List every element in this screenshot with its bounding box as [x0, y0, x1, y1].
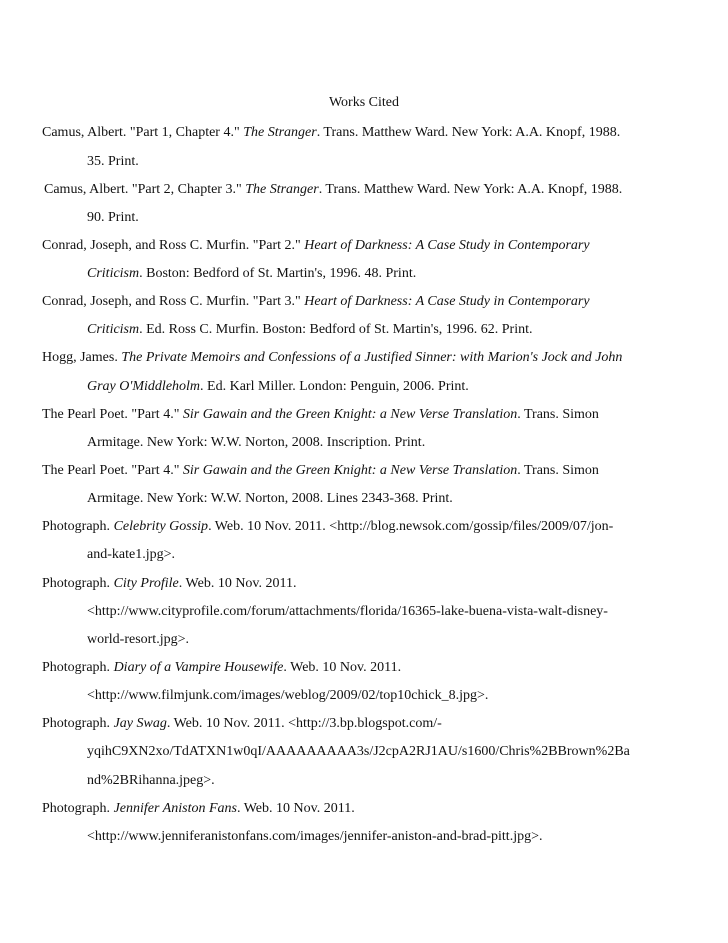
- citation-line: [42, 714, 442, 734]
- citation-line: [42, 461, 599, 481]
- citation-text: nd%2BRihanna.jpeg>.: [87, 773, 215, 788]
- citation-text: 35. Print.: [87, 154, 139, 169]
- citation-text: The Pearl Poet. "Part 4.": [42, 463, 183, 478]
- citation-text: . Trans. Matthew Ward. New York: A.A. Knopf, 1988.: [316, 125, 621, 140]
- citation-text: . Web. 10 Nov. 2011. <http://3.bp.blogspot.com/-: [166, 716, 442, 731]
- works-cited-title: Works Cited: [328, 95, 400, 110]
- citation-text: Armitage. New York: W.W. Norton, 2008. Inscription. Print.: [87, 435, 426, 450]
- citation-text: . Trans. Matthew Ward. New York: A.A. Knopf, 1988.: [318, 182, 623, 197]
- citation-line: [87, 152, 139, 172]
- citation-text: Photograph.: [42, 576, 114, 591]
- citation-text: The Pearl Poet. "Part 4.": [42, 407, 183, 422]
- citation-text: <http://www.filmjunk.com/images/weblog/2009/02/top10chick_8.jpg>.: [87, 688, 489, 703]
- italic-title-text: The Stranger: [243, 125, 317, 140]
- citation-text: Hogg, James.: [42, 350, 122, 365]
- citation-line: [87, 433, 425, 453]
- italic-title-text: Gray O'Middleholm: [87, 379, 201, 394]
- citation-line: [42, 658, 401, 678]
- citation-line: [42, 236, 590, 256]
- citation-text: Conrad, Joseph, and Ross C. Murfin. "Part 2.": [42, 238, 305, 253]
- citation-text: 90. Print.: [87, 210, 139, 225]
- italic-title-text: Heart of Darkness: A Case Study in Contemporary: [304, 238, 590, 253]
- citation-text: <http://www.cityprofile.com/forum/attachments/florida/16365-lake-buena-vista-walt-disney-: [87, 604, 608, 619]
- citation-text: . Trans. Simon: [517, 463, 599, 478]
- citation-line: [87, 771, 215, 791]
- italic-title-text: Criticism: [87, 266, 140, 281]
- italic-title-text: Jennifer Aniston Fans: [113, 801, 237, 816]
- citation-text: yqihC9XN2xo/TdATXN1w0qI/AAAAAAAAA3s/J2cpA2RJ1AU/s1600/Chris%2BBrown%2Ba: [87, 744, 630, 759]
- citation-line: [42, 348, 622, 368]
- citation-line: [42, 517, 613, 537]
- citation-text: . Ed. Karl Miller. London: Penguin, 2006. Print.: [200, 379, 469, 394]
- citation-line: [42, 292, 590, 312]
- italic-title-text: Sir Gawain and the Green Knight: a New Verse Translation: [182, 463, 518, 478]
- citation-text: Photograph.: [42, 716, 114, 731]
- citation-text: Armitage. New York: W.W. Norton, 2008. Lines 2343-368. Print.: [87, 491, 453, 506]
- citation-text: and-kate1.jpg>.: [87, 547, 175, 562]
- italic-title-text: Criticism: [87, 322, 140, 337]
- citation-line: [42, 405, 599, 425]
- italic-title-text: The Private Memoirs and Confessions of a Justified Sinner: with Marion's Jock and John: [121, 350, 623, 365]
- citation-line: [87, 630, 189, 650]
- citation-line: [87, 602, 608, 622]
- citation-text: world-resort.jpg>.: [87, 632, 189, 647]
- citation-line: [87, 827, 543, 847]
- citation-line: [87, 264, 416, 284]
- citation-line: [87, 208, 139, 228]
- citation-line: [87, 320, 533, 340]
- citation-text: Photograph.: [42, 519, 114, 534]
- citation-text: . Trans. Simon: [517, 407, 599, 422]
- italic-title-text: Heart of Darkness: A Case Study in Contemporary: [304, 294, 590, 309]
- citation-text: . Web. 10 Nov. 2011.: [236, 801, 355, 816]
- italic-title-text: Sir Gawain and the Green Knight: a New Verse Translation: [182, 407, 518, 422]
- italic-title-text: City Profile: [113, 576, 179, 591]
- citation-text: Camus, Albert. "Part 1, Chapter 4.": [42, 125, 244, 140]
- citation-text: . Ed. Ross C. Murfin. Boston: Bedford of St. Martin's, 1996. 62. Print.: [139, 322, 533, 337]
- italic-title-text: Diary of a Vampire Housewife: [113, 660, 284, 675]
- italic-title-text: Jay Swag: [113, 716, 167, 731]
- citation-line: [87, 489, 453, 509]
- citation-text: Conrad, Joseph, and Ross C. Murfin. "Part 3.": [42, 294, 305, 309]
- citation-line: [42, 574, 297, 594]
- citation-text: . Web. 10 Nov. 2011.: [178, 576, 297, 591]
- citation-text: Camus, Albert. "Part 2, Chapter 3.": [44, 182, 246, 197]
- citation-text: Photograph.: [42, 801, 114, 816]
- citation-line: [87, 377, 469, 397]
- italic-title-text: The Stranger: [245, 182, 319, 197]
- citation-text: . Web. 10 Nov. 2011. <http://blog.newsok.com/gossip/files/2009/07/jon-: [208, 519, 614, 534]
- italic-title-text: Celebrity Gossip: [113, 519, 209, 534]
- citation-line: [87, 686, 488, 706]
- citation-text: Photograph.: [42, 660, 114, 675]
- citation-text: . Boston: Bedford of St. Martin's, 1996. 48. Print.: [139, 266, 417, 281]
- citation-text: . Web. 10 Nov. 2011.: [283, 660, 402, 675]
- citation-text: <http://www.jenniferanistonfans.com/images/jennifer-aniston-and-brad-pitt.jpg>.: [87, 829, 543, 844]
- citation-line: [87, 742, 630, 762]
- citation-line: [42, 123, 620, 143]
- citation-line: [87, 545, 175, 565]
- citation-line: [42, 799, 355, 819]
- citation-line: [44, 180, 622, 200]
